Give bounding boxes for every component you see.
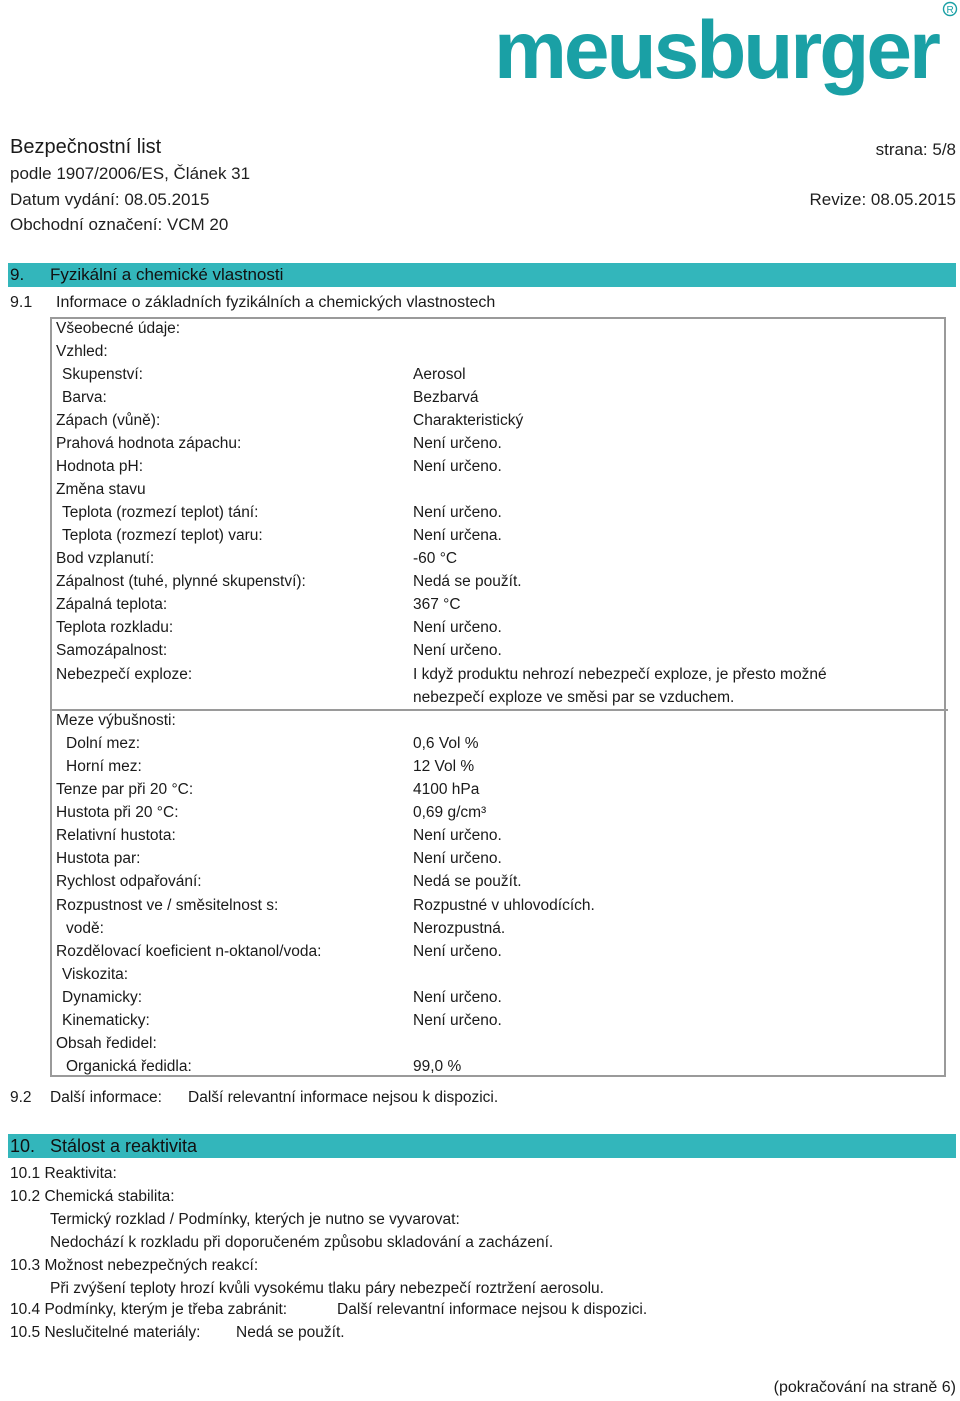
row-label: Zápalnost (tuhé, plynné skupenství): [56,573,306,590]
subsection-10-5: 10.5 Neslučitelné materiály: [10,1324,201,1341]
row-label: Samozápalnost: [56,642,168,659]
row-label: Viskozita: [62,966,129,983]
subsection-10-1: 10.1 Reaktivita: [10,1165,117,1182]
row-label: Změna stavu [56,481,146,498]
row-value: Není určeno. [413,850,502,867]
row-label: Nebezpečí exploze: [56,666,193,683]
row-value: Rozpustné v uhlovodících. [413,897,595,914]
row-value: 0,69 g/cm³ [413,804,487,821]
svg-text:meusburger: meusburger [494,5,938,96]
subsection-10-3: 10.3 Možnost nebezpečných reakcí: [10,1257,259,1274]
row-label: Organická ředidla: [66,1058,192,1075]
row-label: Dolní mez: [66,735,141,752]
row-value: Není určeno. [413,435,502,452]
section-10-header [8,1134,956,1158]
row-label: Zápach (vůně): [56,412,161,429]
subsection-9-2-text: Další relevantní informace nejsou k dispozici. [188,1089,499,1106]
subsection-9-1-title: Informace o základních fyzikálních a chemických vlastnostech [56,294,496,311]
row-value: 12 Vol % [413,758,475,775]
row-value: 99,0 % [413,1058,462,1075]
row-label: Hustota par: [56,850,141,867]
subsection-10-2-subheading: Termický rozklad / Podmínky, kterých je nutno se vyvarovat: [50,1211,460,1228]
row-value: I když produktu nehrozí nebezpečí exploze, je přesto možné [413,666,827,683]
trade-name: Obchodní označení: VCM 20 [10,215,229,234]
row-value: Není určeno. [413,642,502,659]
row-value: Není určeno. [413,1012,502,1029]
row-divider [50,709,948,711]
row-label: Meze výbušnosti: [56,712,176,729]
row-value: Není určeno. [413,619,502,636]
row-value: Není určeno. [413,458,502,475]
row-label: Hodnota pH: [56,458,144,475]
row-value: Není určena. [413,527,502,544]
row-label: Rozdělovací koeficient n-oktanol/voda: [56,943,322,960]
row-label: Zápalná teplota: [56,596,168,613]
row-value: nebezpečí exploze ve směsi par se vzduchem. [413,689,735,706]
continuation-note: (pokračování na straně 6) [773,1379,956,1396]
row-value: Není určeno. [413,943,502,960]
row-label: Rozpustnost ve / směsitelnost s: [56,897,279,914]
row-label: Kinematicky: [62,1012,150,1029]
row-label: Tenze par při 20 °C: [56,781,194,798]
row-label: Relativní hustota: [56,827,176,844]
row-value: Aerosol [413,366,466,383]
regulation-reference: podle 1907/2006/ES, Článek 31 [10,164,251,183]
row-value: Charakteristický [413,412,524,429]
row-label: Obsah ředidel: [56,1035,157,1052]
row-label: Barva: [62,389,107,406]
row-value: -60 °C [413,550,458,567]
row-label: Všeobecné údaje: [56,320,181,337]
document-title: Bezpečnostní list [10,136,162,158]
subsection-9-2-label: Další informace: [50,1089,162,1106]
issue-date: Datum vydání: 08.05.2015 [10,190,210,209]
row-value: Není určeno. [413,989,502,1006]
row-label: Skupenství: [62,366,143,383]
subsection-10-2: 10.2 Chemická stabilita: [10,1188,175,1205]
row-label: Dynamicky: [62,989,143,1006]
section-10-number: 10. [10,1136,36,1156]
row-label: Hustota při 20 °C: [56,804,179,821]
row-value: Nedá se použít. [413,573,522,590]
row-value: Není určeno. [413,504,502,521]
row-value: Bezbarvá [413,389,479,406]
row-label: Teplota rozkladu: [56,619,174,636]
row-value: 0,6 Vol % [413,735,479,752]
row-value: Nedá se použít. [413,873,522,890]
row-value: 367 °C [413,596,461,613]
row-value: Nerozpustná. [413,920,506,937]
row-label: Teplota (rozmezí teplot) varu: [62,527,263,544]
subsection-9-1-number: 9.1 [10,294,33,311]
row-label: Vzhled: [56,343,108,360]
revision-date: Revize: 08.05.2015 [809,190,956,209]
subsection-9-2-number: 9.2 [10,1089,32,1106]
row-value: 4100 hPa [413,781,480,798]
subsection-10-4-text: Další relevantní informace nejsou k dispozici. [337,1301,648,1318]
row-label: Rychlost odpařování: [56,873,202,890]
section-9-header [8,263,956,287]
row-label: Bod vzplanutí: [56,550,155,567]
subsection-10-3-text: Při zvýšení teploty hrozí kvůli vysokému tlaku páry nebezpečí roztržení aerosolu. [50,1280,604,1297]
section-10-title: Stálost a reaktivita [50,1136,198,1156]
row-label: Horní mez: [66,758,142,775]
row-label: Prahová hodnota zápachu: [56,435,242,452]
meusburger-logo [488,0,960,96]
page-number: strana: 5/8 [875,140,956,159]
section-9-number: 9. [10,265,25,284]
row-value: Není určeno. [413,827,502,844]
row-label: vodě: [66,920,104,937]
subsection-10-4: 10.4 Podmínky, kterým je třeba zabránit: [10,1301,288,1318]
subsection-10-2-text: Nedochází k rozkladu při doporučeném způsobu skladování a zacházení. [50,1234,554,1251]
section-9-title: Fyzikální a chemické vlastnosti [50,265,284,284]
svg-text:R: R [946,5,954,16]
row-label: Teplota (rozmezí teplot) tání: [62,504,259,521]
subsection-10-5-text: Nedá se použít. [236,1324,345,1341]
